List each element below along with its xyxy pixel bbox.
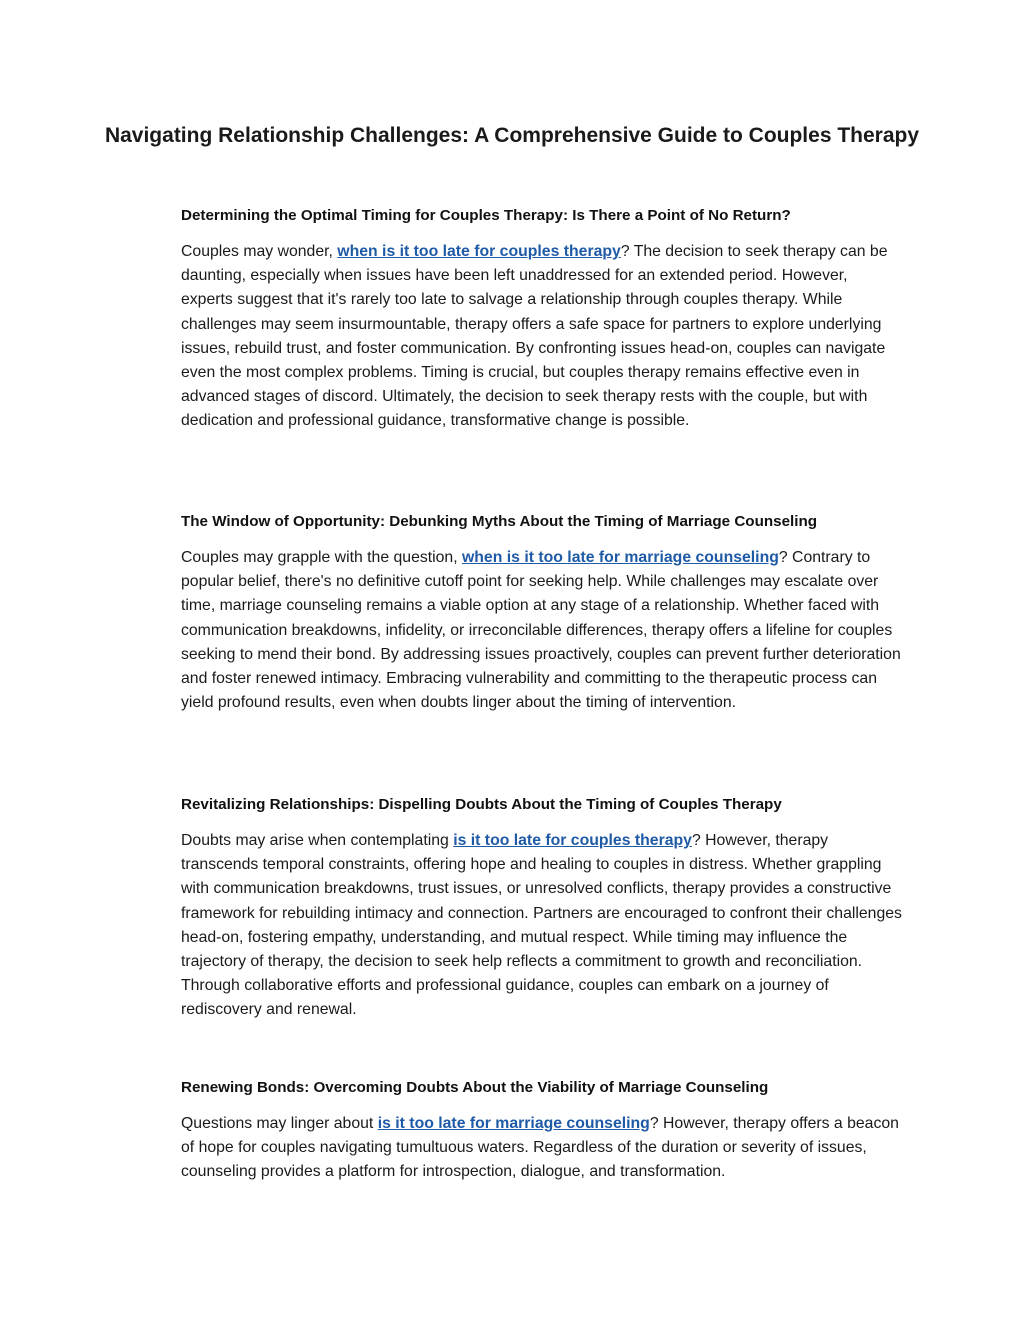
link-is-it-too-late-marriage-counseling[interactable]: is it too late for marriage counseling <box>377 1115 650 1132</box>
section-heading: Determining the Optimal Timing for Couples Therapy: Is There a Point of No Return? <box>181 207 791 224</box>
document-title: Navigating Relationship Challenges: A Comprehensive Guide to Couples Therapy <box>104 124 920 147</box>
link-is-it-too-late-couples-therapy[interactable]: is it too late for couples therapy <box>453 832 692 849</box>
section-heading: The Window of Opportunity: Debunking Myths About the Timing of Marriage Counseling <box>181 513 818 530</box>
paragraph-text-before: Couples may wonder, <box>181 243 338 260</box>
section-optimal-timing <box>181 206 903 434</box>
paragraph-text-after: ? However, therapy transcends temporal constraints, offering hope and healing to couples in distress. Whether grappling with communication breakdowns, trust issues, or unresolved conflicts, therapy provides a constructive framework for rebuilding intimacy and connection. Partners are encouraged to confront their challenges head-on, fostering empathy, understanding, and mutual respect. While timing may influence the trajectory of therapy, the decision to seek help reflects a commitment to growth and reconciliation. Through collaborative efforts and professional guidance, couples can embark on a journey of rediscovery and renewal. <box>181 832 902 1019</box>
paragraph-text-before: Doubts may arise when contemplating <box>181 832 454 849</box>
paragraph-text-before: Couples may grapple with the question, <box>181 549 462 566</box>
section-heading: Revitalizing Relationships: Dispelling Doubts About the Timing of Couples Therapy <box>181 796 782 813</box>
paragraph-text-after: ? The decision to seek therapy can be daunting, especially when issues have been left unaddressed for an extended period. However, experts suggest that it's rarely too late to salvage a relationship through couples therapy. While challenges may seem insurmountable, therapy offers a safe space for partners to explore underlying issues, rebuild trust, and foster communication. By confronting issues head-on, couples can navigate even the most complex problems. Timing is crucial, but couples therapy remains effective even in advanced stages of discord. Ultimately, the decision to seek therapy rests with the couple, but with dedication and professional guidance, transformative change is possible. <box>181 243 888 430</box>
section-paragraph <box>181 546 903 715</box>
section-paragraph <box>181 240 903 434</box>
paragraph-text-before: Questions may linger about <box>181 1115 378 1132</box>
section-paragraph <box>181 1112 903 1185</box>
section-revitalizing-relationships <box>181 795 903 1023</box>
paragraph-text-after: ? However, therapy offers a beacon of hope for couples navigating tumultuous waters. Regardless of the duration or severity of issues, counseling provides a platform for introspection, dialogue, and transformation. <box>181 1115 899 1181</box>
link-couples-therapy-too-late[interactable]: when is it too late for couples therapy <box>337 243 621 260</box>
section-renewing-bonds <box>181 1078 903 1185</box>
section-heading: Renewing Bonds: Overcoming Doubts About the Viability of Marriage Counseling <box>181 1079 769 1096</box>
link-marriage-counseling-too-late[interactable]: when is it too late for marriage counseling <box>462 549 779 566</box>
paragraph-text-after: ? Contrary to popular belief, there's no definitive cutoff point for seeking help. While challenges may escalate over time, marriage counseling remains a viable option at any stage of a relationship. Whether faced with communication breakdowns, infidelity, or irreconcilable differences, therapy offers a lifeline for couples seeking to mend their bond. By addressing issues proactively, couples can prevent further deterioration and foster renewed intimacy. Embracing vulnerability and committing to the therapeutic process can yield profound results, even when doubts linger about the timing of intervention. <box>181 549 901 712</box>
section-paragraph <box>181 829 903 1023</box>
section-window-of-opportunity <box>181 512 903 715</box>
